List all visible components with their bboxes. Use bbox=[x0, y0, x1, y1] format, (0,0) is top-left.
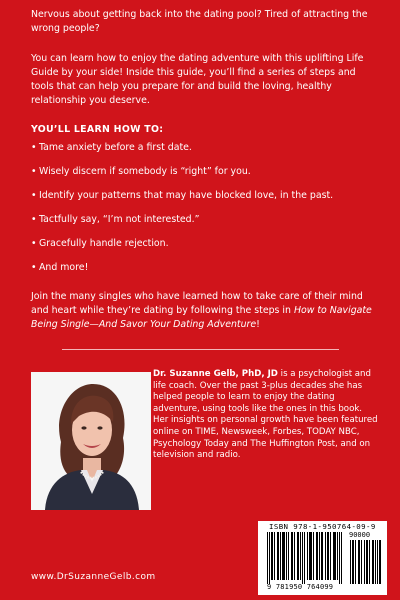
bullet-icon: • bbox=[31, 142, 37, 153]
price-code: 90000 bbox=[349, 531, 371, 539]
bullet-icon: • bbox=[31, 190, 37, 201]
bullet-icon: • bbox=[31, 262, 37, 273]
isbn-number: ISBN 978-1-950764-09-9 bbox=[269, 522, 376, 531]
closing-sentence: Join the many singles who have learned how to take care of their mind and heart while they’re dating by following the steps in bbox=[31, 291, 363, 316]
description-text: You can learn how to enjoy the dating adventure with this uplifting Life Guide by your side! Inside this guide, you’ll find a series of steps and tools that can help you prepare for and build the loving, healthy relationship you deserve. bbox=[31, 53, 364, 106]
list-item: • And more! bbox=[31, 262, 89, 273]
list-item: • Tame anxiety before a first date. bbox=[31, 142, 192, 153]
author-portrait-icon bbox=[31, 372, 151, 510]
bullet-icon: • bbox=[31, 238, 37, 249]
author-bio bbox=[153, 369, 378, 462]
list-item: • Wisely discern if somebody is “right” for you. bbox=[31, 166, 251, 177]
closing-text: Join the many singles who have learned how to take care of their mind and heart while they’re dating by following the steps in How to Navigate Being Single—And Savor Your Dating Adventure! bbox=[31, 291, 372, 330]
bio-text: is a psychologist and life coach. Over the past 3-plus decades she has helped people to learn to enjoy the dating adventure, using tools like the ones in this book. Her insights on personal growth have been featured online on TIME, Newsweek, Forbes, TODAY NBC, Psychology Today and The Huffington Post, and on television and radio. bbox=[153, 369, 378, 461]
list-item: • Identify your patterns that may have blocked love, in the past. bbox=[31, 190, 334, 201]
learn-list bbox=[31, 141, 333, 285]
isbn-barcode bbox=[258, 521, 387, 595]
learn-heading: YOU’LL LEARN HOW TO: bbox=[31, 124, 164, 135]
intro-text: Nervous about getting back into the dating pool? Tired of attracting the wrong people? bbox=[31, 9, 368, 34]
bullet-icon: • bbox=[31, 166, 37, 177]
bullet-icon: • bbox=[31, 214, 37, 225]
author-photo bbox=[31, 372, 151, 510]
book-title: How to Navigate Being Single—And Savor Your Dating Adventure bbox=[31, 305, 372, 330]
barcode-digits: 9 781950 764099 bbox=[267, 583, 334, 591]
list-item: • Tactfully say, “I’m not interested.” bbox=[31, 214, 200, 225]
author-name: Dr. Suzanne Gelb, PhD, JD bbox=[153, 369, 278, 379]
divider bbox=[62, 349, 339, 350]
list-item: • Gracefully handle rejection. bbox=[31, 238, 169, 249]
author-website: www.DrSuzanneGelb.com bbox=[31, 572, 156, 582]
